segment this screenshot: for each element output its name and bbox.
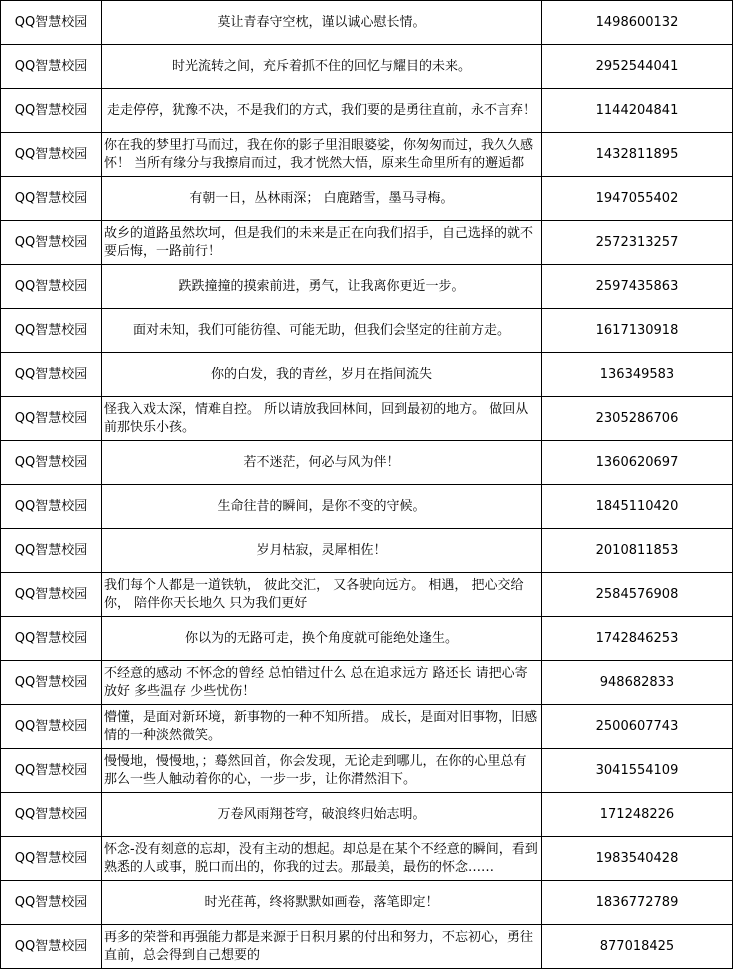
quote-cell: 面对未知，我们可能彷徨、可能无助，但我们会坚定的往前方走。: [102, 309, 542, 353]
quote-cell: 时光流转之间，充斥着抓不住的回忆与耀目的未来。: [102, 45, 542, 89]
table-row: [1, 617, 733, 661]
qq-number-cell: 171248226: [542, 793, 733, 837]
qq-number-cell: 1617130918: [542, 309, 733, 353]
qq-number-cell: 2952544041: [542, 45, 733, 89]
table-row: [1, 353, 733, 397]
table-row: [1, 837, 733, 881]
table-row: [1, 573, 733, 617]
qq-number-cell: 1360620697: [542, 441, 733, 485]
school-cell: QQ智慧校园: [1, 133, 102, 177]
table-row: [1, 133, 733, 177]
quote-cell: 有朝一日，丛林雨深； 白鹿踏雪，墨马寻梅。: [102, 177, 542, 221]
school-cell: QQ智慧校园: [1, 89, 102, 133]
school-cell: QQ智慧校园: [1, 617, 102, 661]
table-row: [1, 749, 733, 793]
quote-cell: 岁月枯寂，灵犀相佐！: [102, 529, 542, 573]
qq-number-cell: 136349583: [542, 353, 733, 397]
table-row: [1, 221, 733, 265]
quote-cell: 时光荏苒，终将默默如画卷，落笔即定！: [102, 881, 542, 925]
qq-number-cell: 948682833: [542, 661, 733, 705]
qq-number-cell: 2010811853: [542, 529, 733, 573]
qq-number-cell: 877018425: [542, 925, 733, 969]
quote-cell: 莫让青春守空枕，谨以诚心慰长情。: [102, 1, 542, 45]
table-row: [1, 793, 733, 837]
table-row: [1, 881, 733, 925]
school-cell: QQ智慧校园: [1, 45, 102, 89]
school-cell: QQ智慧校园: [1, 265, 102, 309]
qq-number-cell: 1983540428: [542, 837, 733, 881]
school-cell: QQ智慧校园: [1, 793, 102, 837]
school-cell: QQ智慧校园: [1, 441, 102, 485]
school-cell: QQ智慧校园: [1, 353, 102, 397]
school-cell: QQ智慧校园: [1, 1, 102, 45]
quote-cell: 走走停停，犹豫不决，不是我们的方式，我们要的是勇往直前，永不言弃！: [102, 89, 542, 133]
table-row: [1, 529, 733, 573]
table-row: [1, 177, 733, 221]
table-row: [1, 89, 733, 133]
table-row: [1, 397, 733, 441]
qq-number-cell: 1742846253: [542, 617, 733, 661]
school-cell: QQ智慧校园: [1, 925, 102, 969]
school-cell: QQ智慧校园: [1, 881, 102, 925]
quote-cell: 跌跌撞撞的摸索前进，勇气，让我离你更近一步。: [102, 265, 542, 309]
quote-cell: 慢慢地，慢慢地，；蓦然回首，你会发现，无论走到哪儿，在你的心里总有那么一些人触动着你的心，一步一步，让你潸然泪下。: [102, 749, 542, 793]
table-row: [1, 661, 733, 705]
quote-cell: 生命往昔的瞬间，是你不变的守候。: [102, 485, 542, 529]
table-row: [1, 925, 733, 969]
table-row: [1, 705, 733, 749]
qq-number-cell: 1947055402: [542, 177, 733, 221]
school-cell: QQ智慧校园: [1, 573, 102, 617]
qq-number-cell: 3041554109: [542, 749, 733, 793]
table-row: [1, 441, 733, 485]
school-cell: QQ智慧校园: [1, 221, 102, 265]
table-row: [1, 265, 733, 309]
qq-number-cell: 2572313257: [542, 221, 733, 265]
table-row: [1, 1, 733, 45]
school-cell: QQ智慧校园: [1, 397, 102, 441]
school-cell: QQ智慧校园: [1, 837, 102, 881]
quote-cell: 怪我入戏太深，情难自控。 所以请放我回林间，回到最初的地方。 做回从前那快乐小孩。: [102, 397, 542, 441]
qq-number-cell: 2584576908: [542, 573, 733, 617]
school-cell: QQ智慧校园: [1, 749, 102, 793]
qq-number-cell: 1498600132: [542, 1, 733, 45]
qq-number-cell: 1836772789: [542, 881, 733, 925]
table-row: [1, 309, 733, 353]
quote-cell: 懵懂，是面对新环境，新事物的一种不知所措。 成长，是面对旧事物，旧感情的一种淡然微笑。: [102, 705, 542, 749]
quote-cell: 我们每个人都是一道铁轨， 彼此交汇， 又各驶向远方。 相遇， 把心交给你， 陪伴你天长地久 只为我们更好: [102, 573, 542, 617]
table-body: [1, 1, 733, 969]
school-cell: QQ智慧校园: [1, 309, 102, 353]
table-row: [1, 45, 733, 89]
school-cell: QQ智慧校园: [1, 177, 102, 221]
quote-cell: 你以为的无路可走，换个角度就可能绝处逢生。: [102, 617, 542, 661]
qq-number-cell: 1432811895: [542, 133, 733, 177]
qq-number-cell: 2305286706: [542, 397, 733, 441]
qq-number-cell: 1144204841: [542, 89, 733, 133]
quote-cell: 故乡的道路虽然坎坷，但是我们的未来是正在向我们招手，自己选择的就不要后悔，一路前行！: [102, 221, 542, 265]
school-cell: QQ智慧校园: [1, 705, 102, 749]
qq-number-cell: 2500607743: [542, 705, 733, 749]
quote-cell: 不经意的感动 不怀念的曾经 总怕错过什么 总在追求远方 路还长 请把心寄放好 多些温存 少些忧伤！: [102, 661, 542, 705]
quote-cell: 再多的荣誉和再强能力都是来源于日积月累的付出和努力，不忘初心，勇往直前，总会得到自己想要的: [102, 925, 542, 969]
school-cell: QQ智慧校园: [1, 485, 102, 529]
quote-cell: 你在我的梦里打马而过，我在你的影子里泪眼婆娑，你匆匆而过，我久久感怀！ 当所有缘分与我擦肩而过，我才恍然大悟，原来生命里所有的邂逅都: [102, 133, 542, 177]
quote-cell: 怀念-没有刻意的忘却，没有主动的想起。却总是在某个不经意的瞬间，看到熟悉的人或事，脱口而出的，你我的过去。那最美，最伤的怀念……: [102, 837, 542, 881]
qq-number-cell: 2597435863: [542, 265, 733, 309]
school-cell: QQ智慧校园: [1, 529, 102, 573]
quote-cell: 你的白发，我的青丝，岁月在指间流失: [102, 353, 542, 397]
quote-cell: 万卷风雨翔苍穹，破浪终归始志明。: [102, 793, 542, 837]
table-row: [1, 485, 733, 529]
quote-cell: 若不迷茫，何必与风为伴！: [102, 441, 542, 485]
qq-number-cell: 1845110420: [542, 485, 733, 529]
school-cell: QQ智慧校园: [1, 661, 102, 705]
